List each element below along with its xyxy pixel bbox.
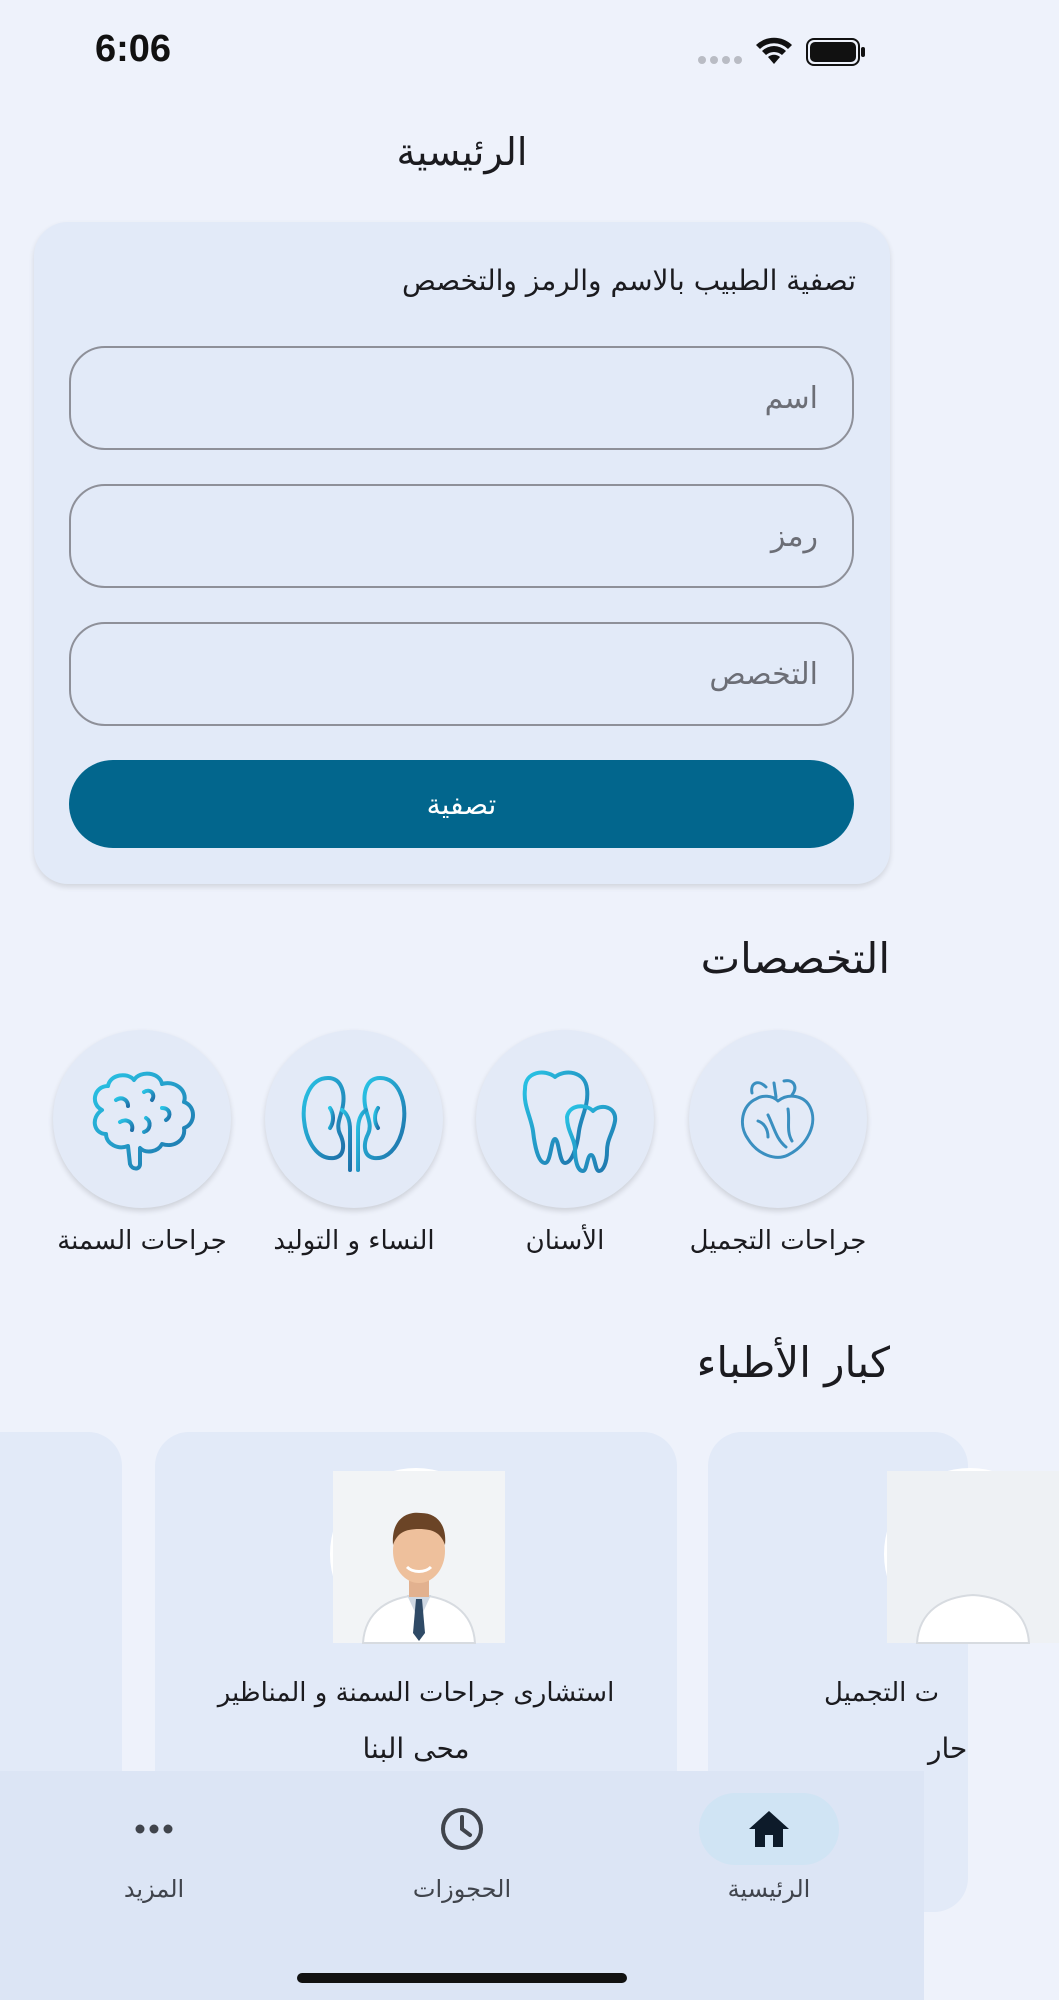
code-field <box>69 484 854 588</box>
top-doctors-title: كبار الأطباء <box>696 1338 890 1387</box>
specialty-label: جراحات السمنة <box>57 1226 227 1256</box>
specialty-item-bariatric-surgery[interactable] <box>52 1030 232 1256</box>
specialty-item-obgyn[interactable] <box>264 1030 444 1256</box>
code-input[interactable] <box>71 486 852 586</box>
status-bar <box>0 0 924 110</box>
nav-label: الرئيسية <box>727 1875 811 1903</box>
brain-icon <box>82 1064 202 1174</box>
status-time: 6:06 <box>95 28 172 70</box>
wifi-icon <box>754 36 794 66</box>
specialty-label: جراحات التجميل <box>689 1226 867 1256</box>
name-input[interactable] <box>71 348 852 448</box>
home-indicator <box>297 1973 627 1983</box>
specialty-label: النساء و التوليد <box>273 1226 435 1256</box>
specialty-item-dentistry[interactable] <box>475 1030 655 1256</box>
name-field <box>69 346 854 450</box>
nav-item-more[interactable] <box>54 1793 254 1903</box>
specialty-field <box>69 622 854 726</box>
cellular-signal-icon <box>698 56 742 64</box>
battery-icon <box>806 38 866 66</box>
doctor-avatar <box>884 1468 1056 1640</box>
specialty-item-cosmetic-surgery[interactable] <box>688 1030 868 1256</box>
kidneys-icon <box>294 1064 414 1174</box>
doctor-name: حار <box>928 1732 968 1765</box>
doctor-title: استشارى جراحات السمنة و المناظير <box>217 1678 615 1708</box>
specialty-label: الأسنان <box>525 1226 605 1256</box>
bottom-navigation <box>0 1771 924 2000</box>
doctor-filter-card <box>34 222 890 884</box>
specialties-title: التخصصات <box>700 934 890 983</box>
doctor-avatar <box>330 1468 502 1640</box>
doctor-title: ت التجميل <box>824 1678 940 1708</box>
home-icon <box>747 1809 791 1849</box>
heart-icon <box>728 1069 828 1169</box>
clock-icon <box>439 1806 485 1852</box>
more-dots-icon <box>134 1823 174 1835</box>
filter-button[interactable]: تصفية <box>69 760 854 848</box>
doctor-name: محى البنا <box>362 1732 470 1765</box>
nav-label: المزيد <box>123 1875 185 1903</box>
page-title: الرئيسية <box>396 130 528 174</box>
nav-item-home[interactable] <box>669 1793 869 1903</box>
filter-heading: تصفية الطبيب بالاسم والرمز والتخصص <box>401 264 856 297</box>
nav-item-bookings[interactable] <box>362 1793 562 1903</box>
tooth-icon <box>505 1059 625 1179</box>
specialty-input[interactable] <box>71 624 852 724</box>
nav-label: الحجوزات <box>412 1875 512 1903</box>
